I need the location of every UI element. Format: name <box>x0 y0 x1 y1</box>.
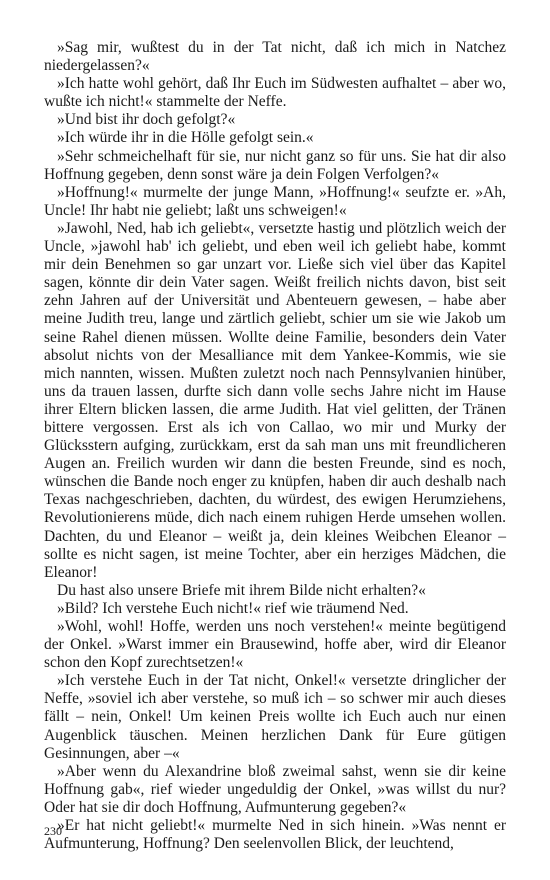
paragraph: Du hast also unsere Briefe mit ihrem Bilde nicht erhalten?« <box>57 581 426 599</box>
paragraph: »Hoffnung!« murmelte der junge Mann, »Hoffnung!« seufzte er. »Ah, Uncle! Ihr habt nie geliebt; laßt uns schweigen!« <box>44 183 506 219</box>
paragraph: »Jawohl, Ned, hab ich geliebt«, versetzte hastig und plötzlich weich der Uncle, »jawohl hab' ich geliebt, und eben weil ich geliebt habe, kommt mir dein Benehmen so gar unzart vor. Ließe sich viel über das Kapitel sagen, könnte dir dein Vater sagen. Weißt freilich nichts davon, bist seit zehn Jahren auf der Universität und Abenteuern gewesen, – habe aber meine Judith treu, lange und zärtlich geliebt, schier um sie wie Jakob um seine Rahel dienen müssen. Wollte deine Familie, besonders dein Vater absolut nichts von der Mesalliance mit dem Yankee-Kommis, wie sie mich nannten, wissen. Mußten zuletzt noch nach Pennsylvanien hinüber, uns da trauen lassen, durfte sich dann volle sechs Jahre nicht im Hause ihrer Eltern blicken lassen, die arme Judith. Hat viel gelitten, der Tränen bittere vergossen. Erst als ich von Callao, wo mir und Murky der Glücksstern aufging, zurückkam, erst da sah man uns mit freundlicheren Augen an. Freilich wurden wir dann die besten Freunde, sind es noch, wünschen die Bande noch enger zu knüpfen, haben dir auch deshalb nach Texas nachgeschrieben, dachten, du würdest, des ewigen Herumziehens, Revolutionierens müde, dich nach einem ruhigen Herde umsehen wollen. Dachten, du und Eleanor – weißt ja, dein kleines Weibchen Eleanor – sollte es nicht sagen, ist meine Tochter, aber ein herziges Mädchen, die Eleanor! <box>44 219 506 581</box>
page-body <box>44 39 506 853</box>
page-number: 230 <box>44 824 62 838</box>
paragraph: »Bild? Ich verstehe Euch nicht!« rief wie träumend Ned. <box>57 599 409 617</box>
paragraph: »Und bist ihr doch gefolgt?« <box>57 111 236 129</box>
paragraph: »Ich verstehe Euch in der Tat nicht, Onkel!« versetzte dringlicher der Neffe, »soviel ich aber verstehe, so muß ich – so schwer mir auch dieses fällt – nein, Onkel! Um keinen Preis wollte ich Euch auch nur einen Augenblick täuschen. Meinen herzlichen Dank für Eure gütigen Gesinnungen, aber –« <box>44 672 506 762</box>
paragraph: »Er hat nicht geliebt!« murmelte Ned in sich hinein. »Was nennt er Aufmunterung, Hoffnung? Den seelenvollen Blick, der leuchtend, <box>44 817 506 853</box>
paragraph: »Sag mir, wußtest du in der Tat nicht, daß ich mich in Natchez niedergelassen?« <box>44 39 506 75</box>
paragraph: »Ich hatte wohl gehört, daß Ihr Euch im Südwesten aufhaltet – aber wo, wußte ich nicht!« stammelte der Neffe. <box>44 75 506 111</box>
paragraph: »Sehr schmeichelhaft für sie, nur nicht ganz so für uns. Sie hat dir also Hoffnung gegeben, denn sonst wäre ja dein Folgen Verfolgen?« <box>44 147 506 183</box>
paragraph: »Aber wenn du Alexandrine bloß zweimal sahst, wenn sie dir keine Hoffnung gab«, rief wieder ungeduldig der Onkel, »was willst du nur? Oder hat sie dir doch Hoffnung, Aufmunterung gegeben?« <box>44 762 506 816</box>
paragraph: »Ich würde ihr in die Hölle gefolgt sein.« <box>57 129 314 147</box>
paragraph: »Wohl, wohl! Hoffe, werden uns noch verstehen!« meinte begütigend der Onkel. »Warst immer ein Brausewind, hoffe aber, wird dir Eleanor schon den Kopf zurechtsetzen!« <box>44 618 506 672</box>
